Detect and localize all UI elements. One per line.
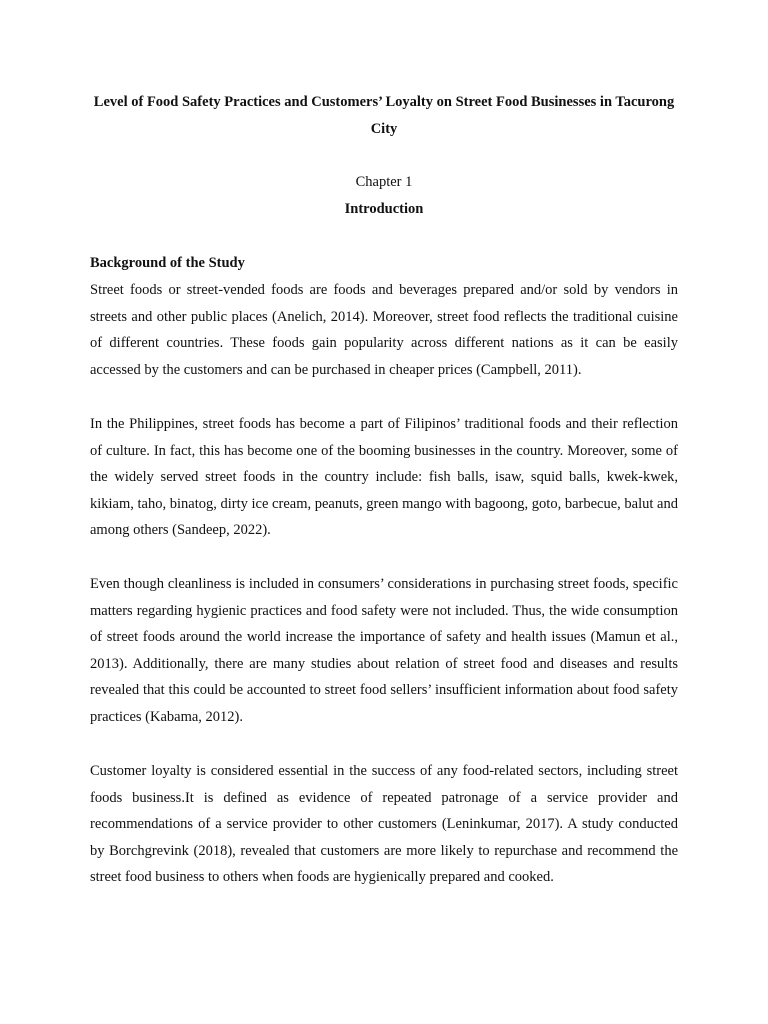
paragraph-customer-loyalty: Customer loyalty is considered essential in the success of any food-related sectors, including street foods business.It is defined as evidence of repeated patronage of a service provider and recommendations of a service provider to other customers (Leninkumar, 2017). A study conducted by Borchgrevink (2018), revealed that customers are more likely to repurchase and recommend the street food business to others when foods are hygienically prepared and cooked.: [90, 763, 678, 886]
section-heading: Background of the Study: [90, 255, 245, 271]
paragraph-food-safety-concerns: Even though cleanliness is included in consumers’ considerations in purchasing street foods, specific matters regarding hygienic practices and food safety were not included. Thus, the wide consumption of street foods around the world increase the importance of safety and health issues (Mamun et al., 2013). Additionally, there are many studies about relation of street food and diseases and results revealed that this could be accounted to street food sellers’ insufficient information about food safety practices (Kabama, 2012).: [90, 576, 678, 725]
chapter-title: Introduction: [344, 201, 424, 217]
paragraph-street-foods-definition: Street foods or street-vended foods are foods and beverages prepared and/or sold by vendors in streets and other public places (Anelich, 2014). Moreover, street food reflects the traditional cuisine of different countries. These foods gain popularity across different nations as it can be easily accessed by the customers and can be purchased in cheaper prices (Campbell, 2011).: [90, 282, 678, 378]
document-title: Level of Food Safety Practices and Customers’ Loyalty on Street Food Businesses in Tacurong City: [93, 94, 675, 137]
chapter-number: Chapter 1: [355, 174, 413, 190]
paragraph-philippines-street-foods: In the Philippines, street foods has become a part of Filipinos’ traditional foods and their reflection of culture. In fact, this has become one of the booming businesses in the country. Moreover, some of the widely served street foods in the country include: fish balls, isaw, squid balls, kwek-kwek, kikiam, taho, binatog, dirty ice cream, peanuts, green mango with bagoong, goto, barbecue, balut and among others (Sandeep, 2022).: [90, 416, 678, 539]
